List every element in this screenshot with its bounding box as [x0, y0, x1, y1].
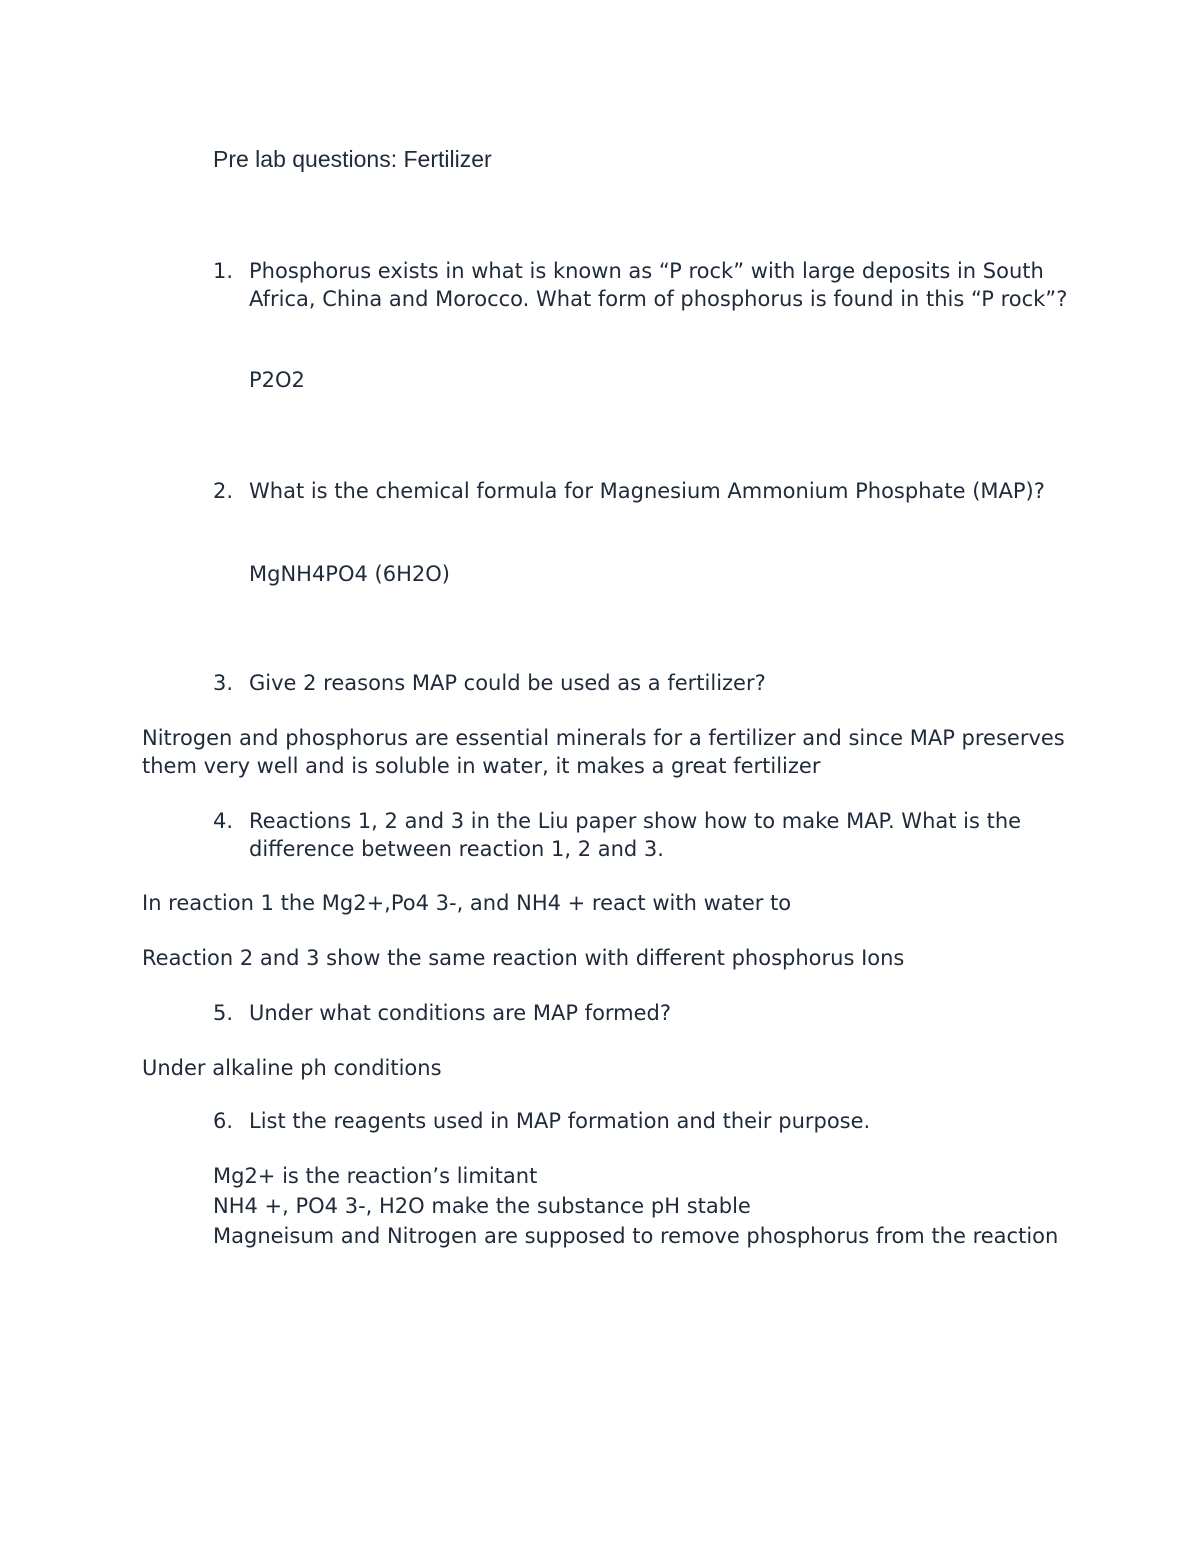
document-title: Pre lab questions: Fertilizer [213, 146, 492, 172]
question-number: 1. [213, 259, 234, 283]
answer-2: MgNH4PO4 (6H2O) [249, 562, 450, 586]
question-text: What is the chemical formula for Magnesium Ammonium Phosphate (MAP)? [249, 479, 1045, 503]
answer-6-line-3: Magneisum and Nitrogen are supposed to remove phosphorus from the reaction [213, 1224, 1059, 1248]
answer-3: Nitrogen and phosphorus are essential minerals for a fertilizer and since MAP preserves them very well and is soluble in water, it makes a great fertilizer [142, 726, 1065, 778]
answer-4-line-2: Reaction 2 and 3 show the same reaction with different phosphorus Ions [142, 946, 905, 970]
answer-6-line-2: NH4 +, PO4 3-, H2O make the substance pH stable [213, 1194, 751, 1218]
answer-4-line-1: In reaction 1 the Mg2+,Po4 3-, and NH4 + react with water to [142, 891, 792, 915]
answer-6 [213, 1161, 1093, 1251]
question-number: 4. [213, 809, 234, 833]
question-text: Reactions 1, 2 and 3 in the Liu paper show how to make MAP. What is the difference between reaction 1, 2 and 3. [249, 809, 1022, 861]
question-text: Give 2 reasons MAP could be used as a fertilizer? [249, 671, 766, 695]
question-1 [213, 257, 1093, 313]
question-number: 6. [213, 1109, 234, 1133]
question-number: 3. [213, 671, 234, 695]
question-3 [213, 669, 1093, 697]
question-2 [213, 477, 1093, 505]
answer-6-line-1: Mg2+ is the reaction’s limitant [213, 1164, 538, 1188]
question-text: Under what conditions are MAP formed? [249, 1001, 672, 1025]
question-number: 2. [213, 479, 234, 503]
question-6 [213, 1107, 1093, 1135]
question-number: 5. [213, 1001, 234, 1025]
answer-5: Under alkaline ph conditions [142, 1056, 442, 1080]
question-5 [213, 999, 1093, 1027]
question-text: List the reagents used in MAP formation and their purpose. [249, 1109, 871, 1133]
answer-1: P2O2 [249, 368, 305, 392]
question-4 [213, 807, 1093, 863]
question-text: Phosphorus exists in what is known as “P rock” with large deposits in South Africa, China and Morocco. What form of phosphorus is found in this “P rock”? [249, 259, 1068, 311]
